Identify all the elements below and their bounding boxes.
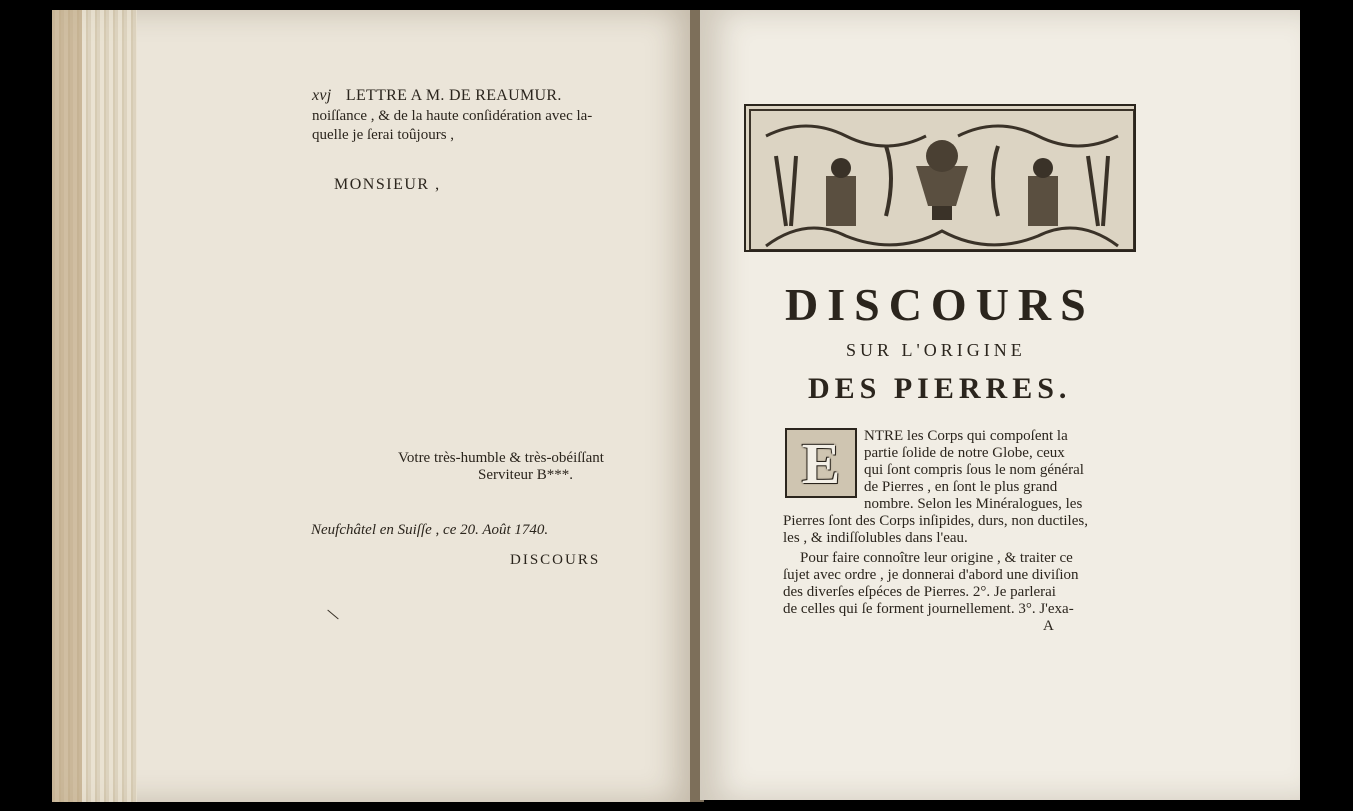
text-line: noiſſance , & de la haute conſidération avec la-: [312, 108, 593, 124]
title-end: DES PIERRES.: [808, 372, 1072, 405]
page-number: xvj: [312, 87, 332, 104]
headpiece-ornament: [744, 104, 1136, 252]
running-head-title: LETTRE A M. DE REAUMUR.: [345, 87, 562, 104]
drop-cap: [785, 428, 857, 498]
ornament-engraving: [746, 106, 1136, 252]
paragraph-line: partie ſolide de notre Globe, ceux: [864, 445, 1065, 461]
paragraph-line: de Pierres , en ſont le plus grand: [864, 479, 1058, 495]
title-main: DISCOURS: [785, 279, 1095, 330]
drop-cap-letter: E: [801, 431, 841, 496]
paragraph-line: de celles qui ſe forment journellement. 3°. J'exa-: [783, 601, 1074, 617]
binding-stain: [52, 10, 82, 802]
text-line: quelle je ſerai toûjours ,: [312, 127, 455, 143]
paragraph-line: qui ſont compris ſous le nom général: [864, 462, 1084, 478]
paragraph-line: Pierres ſont des Corps inſipides, durs, non ductiles,: [783, 513, 1088, 529]
dateline: Neufchâtel en Suiſſe , ce 20. Août 1740.: [311, 522, 549, 538]
catchword: DISCOURS: [510, 552, 601, 568]
signature-mark: A: [1043, 618, 1054, 634]
paragraph-line: des diverſes eſpéces de Pierres. 2°. Je parlerai: [783, 584, 1056, 600]
salutation: MONSIEUR ,: [334, 176, 441, 193]
paragraph-line: nombre. Selon les Minéralogues, les: [864, 496, 1083, 512]
closing-line: Votre très-humble & très-obéiſſant: [398, 450, 604, 466]
closing-line: Serviteur B***.: [478, 467, 573, 483]
paragraph-line: NTRE les Corps qui compoſent la: [864, 428, 1068, 444]
title-sub: SUR L'ORIGINE: [846, 340, 1026, 360]
paragraph-line: Pour faire connoître leur origine , & traiter ce: [800, 550, 1073, 566]
paragraph-line: les , & indiſſolubles dans l'eau.: [783, 530, 968, 546]
paragraph-line: ſujet avec ordre , je donnerai d'abord une diviſion: [783, 567, 1079, 583]
running-head: [312, 87, 562, 105]
